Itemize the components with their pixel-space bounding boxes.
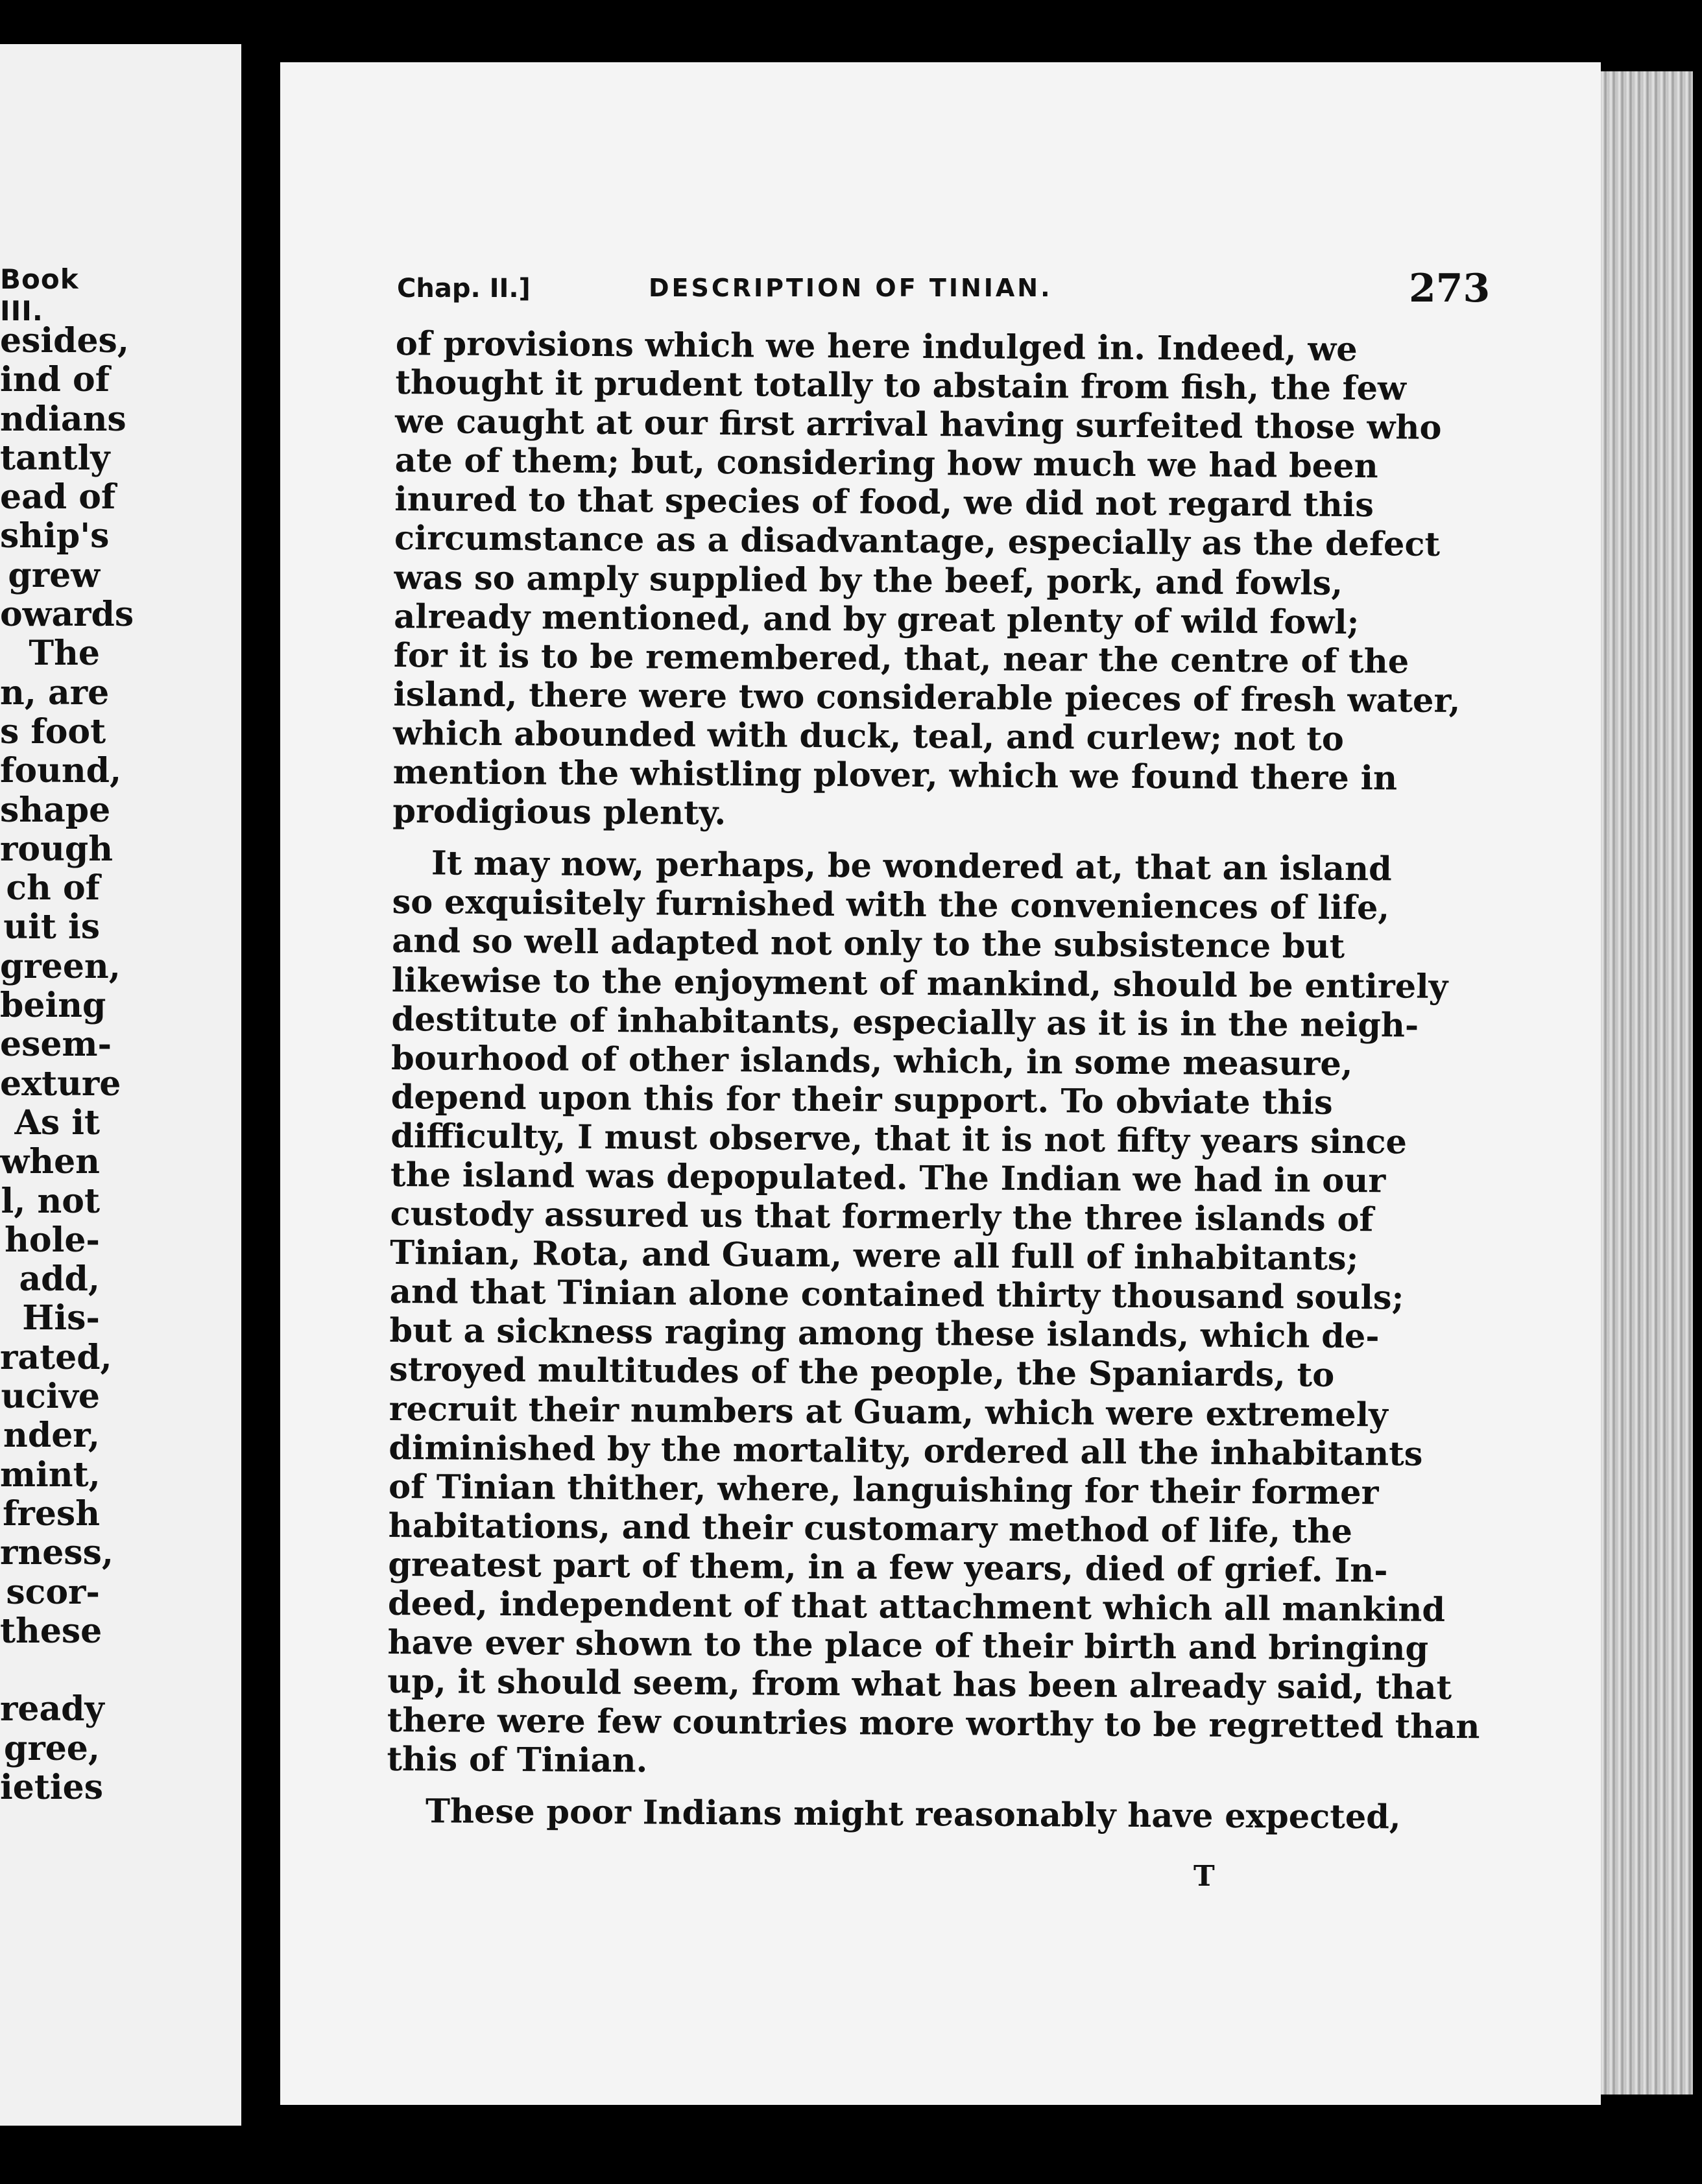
left-page-text (0, 321, 134, 1807)
left-line: ucive (1, 1377, 100, 1417)
section-title: DESCRIPTION OF TINIAN. (649, 274, 1053, 302)
left-line: when (0, 1142, 100, 1182)
left-line: ndians (0, 399, 126, 439)
text-line: deed, independent of that attachment which all mankind (387, 1584, 1446, 1630)
left-line: rness, (0, 1533, 114, 1573)
left-line: His- (22, 1298, 100, 1338)
left-line: ind of (0, 360, 110, 400)
left-running-head: Book III. (0, 263, 79, 327)
book-gutter (241, 0, 280, 2184)
left-line (0, 1651, 100, 1690)
text-line: this of Tinian. (387, 1740, 648, 1781)
left-line: nder, (3, 1416, 100, 1456)
text-line: so exquisitely furnished with the conveniences of life, (392, 883, 1390, 928)
text-line: It may now, perhaps, be wondered at, that an island (431, 844, 1392, 889)
running-head (397, 266, 1601, 311)
left-line: exture (0, 1063, 121, 1104)
left-line: ch of (6, 868, 100, 908)
right-page (280, 62, 1601, 2105)
text-line: stroyed multitudes of the people, the Spaniards, to (389, 1350, 1335, 1395)
left-line: ead of (0, 477, 116, 517)
text-line: up, it should seem, from what has been already said, that (387, 1662, 1452, 1708)
text-line: of Tinian thither, where, languishing for their former (388, 1467, 1379, 1513)
text-line: likewise to the enjoyment of mankind, should be entirely (391, 960, 1448, 1006)
text-line: greatest part of them, in a few years, died of grief. In- (388, 1545, 1388, 1591)
left-line: add, (19, 1259, 100, 1300)
text-line: mention the whistling plover, which we found there in (392, 753, 1398, 798)
signature-mark: T (1193, 1860, 1215, 1893)
left-line: rough (0, 829, 114, 869)
text-line: destitute of inhabitants, especially as it is in the neigh- (391, 999, 1419, 1045)
chapter-label: Chap. II.] (397, 274, 531, 303)
left-line: rated, (0, 1337, 112, 1377)
text-line: depend upon this for their support. To obviate this (390, 1077, 1333, 1122)
left-line: ready (0, 1689, 104, 1729)
text-line: inured to that species of food, we did not regard this (394, 480, 1374, 525)
left-page (0, 44, 241, 2126)
left-line: grew (8, 555, 100, 595)
paragraph (392, 324, 1461, 837)
text-line: the island was depopulated. The Indian we had in our (390, 1155, 1386, 1201)
left-line: l, not (1, 1181, 100, 1221)
left-line: green, (0, 946, 121, 986)
left-line: gree, (3, 1728, 100, 1768)
left-line: esides, (0, 321, 129, 361)
left-line: fresh (3, 1493, 100, 1534)
paragraph (387, 1792, 1401, 1837)
text-line: ate of them; but, considering how much we had been (394, 441, 1378, 486)
left-line: The (29, 634, 100, 674)
page-number: 273 (1409, 266, 1491, 311)
text-line: there were few countries more worthy to be regretted than (387, 1701, 1480, 1747)
left-line: s foot (0, 711, 106, 752)
text-line: already mentioned, and by great plenty of wild fowl; (394, 597, 1360, 642)
text-line: thought it prudent totally to abstain from fish, the few (395, 363, 1407, 409)
left-line: ship's (0, 516, 110, 556)
text-line: circumstance as a disadvantage, especially as the defect (394, 519, 1441, 565)
text-line: and that Tinian alone contained thirty thousand souls; (389, 1272, 1404, 1318)
text-line: have ever shown to the place of their birth and bringing (387, 1623, 1429, 1668)
left-line: As it (14, 1102, 100, 1143)
left-line: hole- (5, 1220, 100, 1260)
text-line: bourhood of other islands, which, in some measure, (390, 1038, 1353, 1084)
left-line: owards (0, 595, 134, 635)
left-line: these (0, 1611, 102, 1651)
text-line: prodigious plenty. (392, 792, 726, 833)
left-line: n, are (0, 672, 110, 713)
left-line: found, (0, 751, 122, 791)
text-line: was so amply supplied by the beef, pork, and fowls, (394, 558, 1343, 603)
left-line: being (0, 986, 106, 1026)
left-line: mint, (0, 1454, 101, 1495)
left-line: tantly (0, 438, 110, 478)
text-line: but a sickness raging among these islands, which de- (389, 1311, 1380, 1357)
text-line: recruit their numbers at Guam, which were extremely (389, 1389, 1388, 1434)
paragraph (387, 844, 1480, 1785)
text-line: These poor Indians might reasonably have expected, (425, 1792, 1401, 1837)
left-line: uit is (3, 907, 100, 947)
text-line: custody assured us that formerly the three islands of (390, 1194, 1374, 1240)
body-text (387, 324, 1480, 1837)
left-line: scor- (6, 1572, 100, 1612)
text-line: diminished by the mortality, ordered all the inhabitants (389, 1428, 1423, 1474)
left-line: esem- (0, 1025, 112, 1065)
text-line: we caught at our first arrival having surfeited those who (394, 402, 1442, 448)
text-line: difficulty, I must observe, that it is not fifty years since (390, 1116, 1408, 1162)
left-line: shape (0, 790, 111, 830)
text-line: island, there were two considerable pieces of fresh water, (393, 674, 1461, 720)
text-line: habitations, and their customary method of life, the (388, 1506, 1353, 1551)
text-line: which abounded with duck, teal, and curlew; not to (392, 713, 1345, 759)
text-line: of provisions which we here indulged in. Indeed, we (395, 324, 1358, 370)
text-line: for it is to be remembered, that, near the centre of the (393, 635, 1409, 682)
text-line: Tinian, Rota, and Guam, were all full of inhabitants; (390, 1233, 1359, 1279)
text-line: and so well adapted not only to the subsistence but (392, 921, 1345, 967)
left-line: ieties (0, 1767, 103, 1807)
